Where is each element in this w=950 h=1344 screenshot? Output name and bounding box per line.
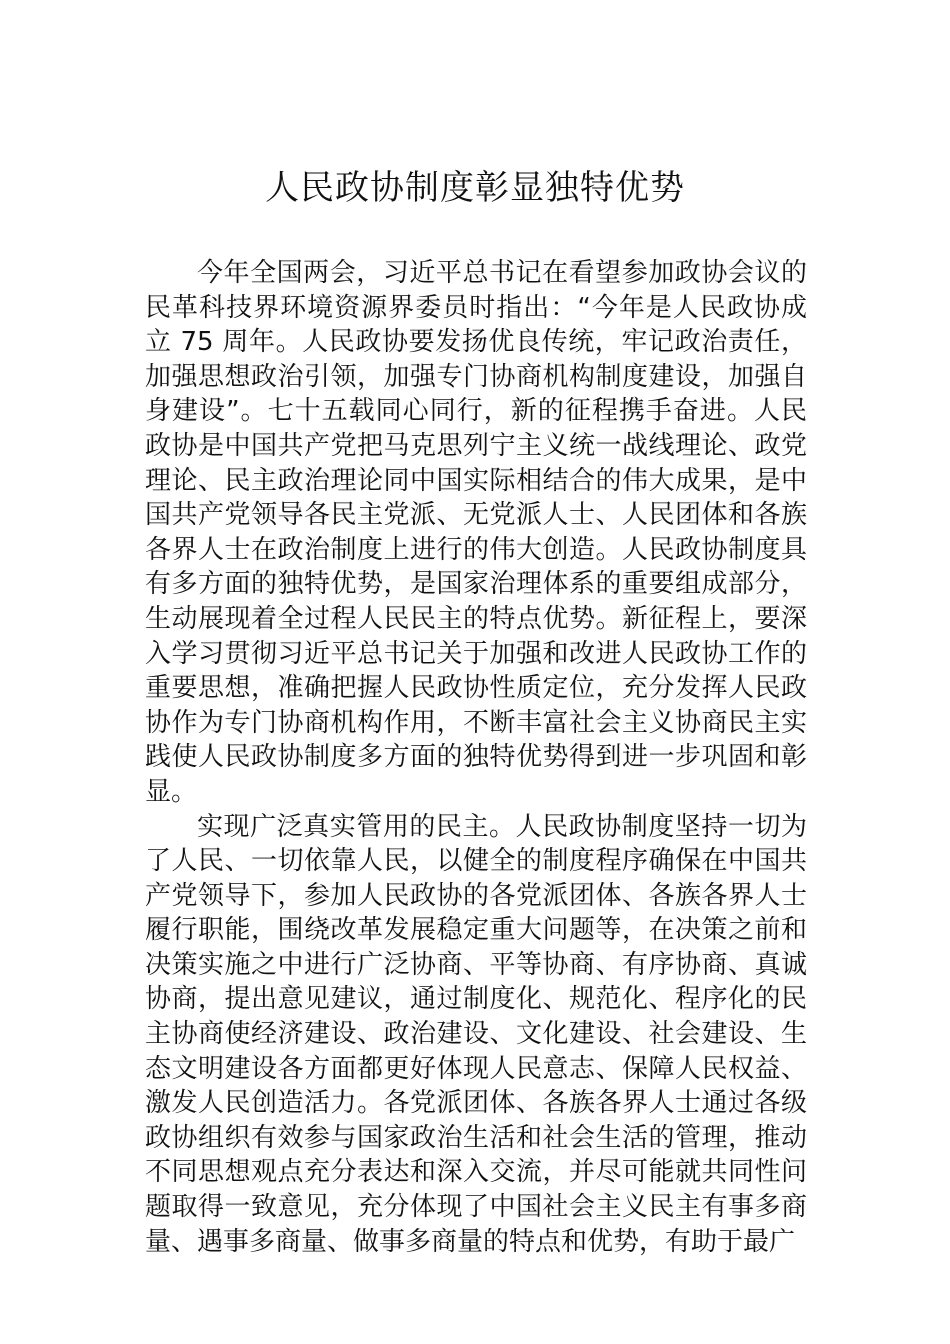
paragraph-democracy: 实现广泛真实管用的民主。人民政协制度坚持一切为了人民、一切依靠人民，以健全的制度程序确保在中国共产党领导下，参加人民政协的各党派团体、各族各界人士履行职能，围绕改革发展稳定重大问题等，在决策之前和决策实施之中进行广泛协商、平等协商、有序协商、真诚协商，提出意见建议，通过制度化、规范化、程序化的民主协商使经济建设、政治建设、文化建设、社会建设、生态文明建设各方面都更好体现人民意志、保障人民权益、激发人民创造活力。各党派团体、各族各界人士通过各级政协组织有效参与国家政治生活和社会生活的管理，推动不同思想观点充分表达和深入交流，并尽可能就共同性问题取得一致意见，充分体现了中国社会主义民主有事多商量、遇事多商量、做事多商量的特点和优势，有助于最广: [145, 811, 807, 1257]
document-body: [145, 256, 807, 1259]
paragraph-intro: 今年全国两会，习近平总书记在看望参加政协会议的民革科技界环境资源界委员时指出：“今年是人民政协成立 75 周年。人民政协要发扬优良传统，牢记政治责任，加强思想政治引领，加强专门协商机构制度建设，加强自身建设”。七十五载同心同行，新的征程携手奋进。人民政协是中国共产党把马克思列宁主义统一战线理论、政党理论、民主政治理论同中国实际相结合的伟大成果，是中国共产党领导各民主党派、无党派人士、人民团体和各族各界人士在政治制度上进行的伟大创造。人民政协制度具有多方面的独特优势，是国家治理体系的重要组成部分，生动展现着全过程人民民主的特点优势。新征程上，要深入学习贯彻习近平总书记关于加强和改进人民政协工作的重要思想，准确把握人民政协性质定位，充分发挥人民政协作为专门协商机构作用，不断丰富社会主义协商民主实践使人民政协制度多方面的独特优势得到进一步巩固和彰显。: [145, 258, 807, 807]
document-title: 人民政协制度彰显独特优势: [265, 168, 685, 208]
